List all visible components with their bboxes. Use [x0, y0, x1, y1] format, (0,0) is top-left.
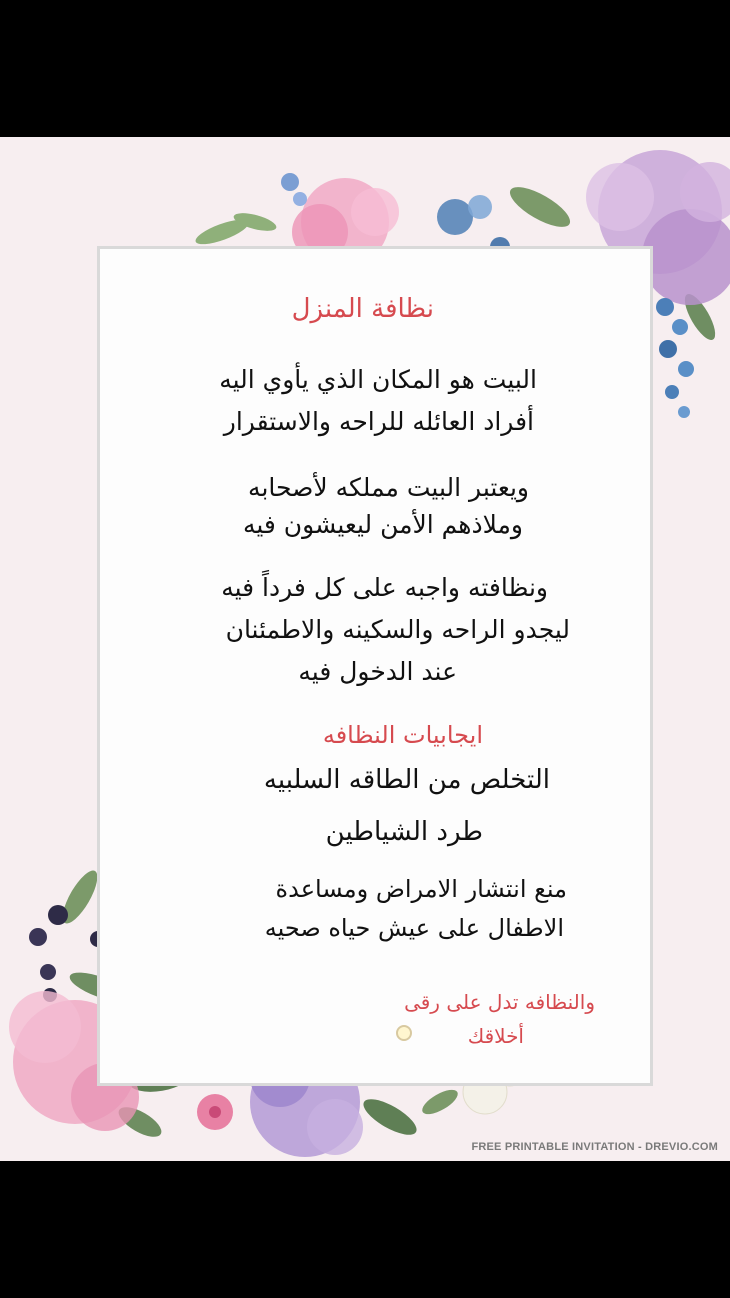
benefit-3-line-1: منع انتشار الامراض ومساعدة — [275, 875, 567, 903]
paragraph-1-line-2: أفراد العائله للراحه والاستقرار — [223, 407, 534, 436]
closing-line-1: والنظافه تدل على رقى — [404, 990, 595, 1014]
paragraph-2-line-1: ويعتبر البيت مملكه لأصحابه — [248, 473, 529, 502]
paragraph-3-line-3: عند الدخول فيه — [298, 657, 457, 686]
page-title: نظافة المنزل — [291, 294, 434, 324]
benefit-1: التخلص من الطاقه السلبيه — [263, 765, 550, 795]
paragraph-3-line-1: ونظافته واجبه على كل فرداً فيه — [221, 573, 548, 602]
paragraph-1-line-1: البيت هو المكان الذي يأوي اليه — [219, 365, 537, 394]
blue-berries-right — [656, 298, 694, 418]
paragraph-3-line-2: ليجدو الراحه والسكينه والاطمئنان — [225, 615, 570, 644]
watermark: FREE PRINTABLE INVITATION - DREVIO.COM — [471, 1141, 718, 1153]
pink-flower-bottom — [197, 1094, 233, 1130]
benefit-3-line-2: الاطفال على عيش حياه صحيه — [264, 914, 564, 942]
benefits-subtitle: ايجابيات النظافه — [322, 721, 483, 749]
invitation-canvas — [0, 137, 730, 1161]
paragraph-2-line-2: وملاذهم الأمن ليعيشون فيه — [242, 510, 523, 539]
benefit-2: طرد الشياطين — [325, 817, 483, 847]
sparkle-icon — [396, 1025, 412, 1041]
closing-line-2: أخلاقك — [467, 1024, 524, 1048]
